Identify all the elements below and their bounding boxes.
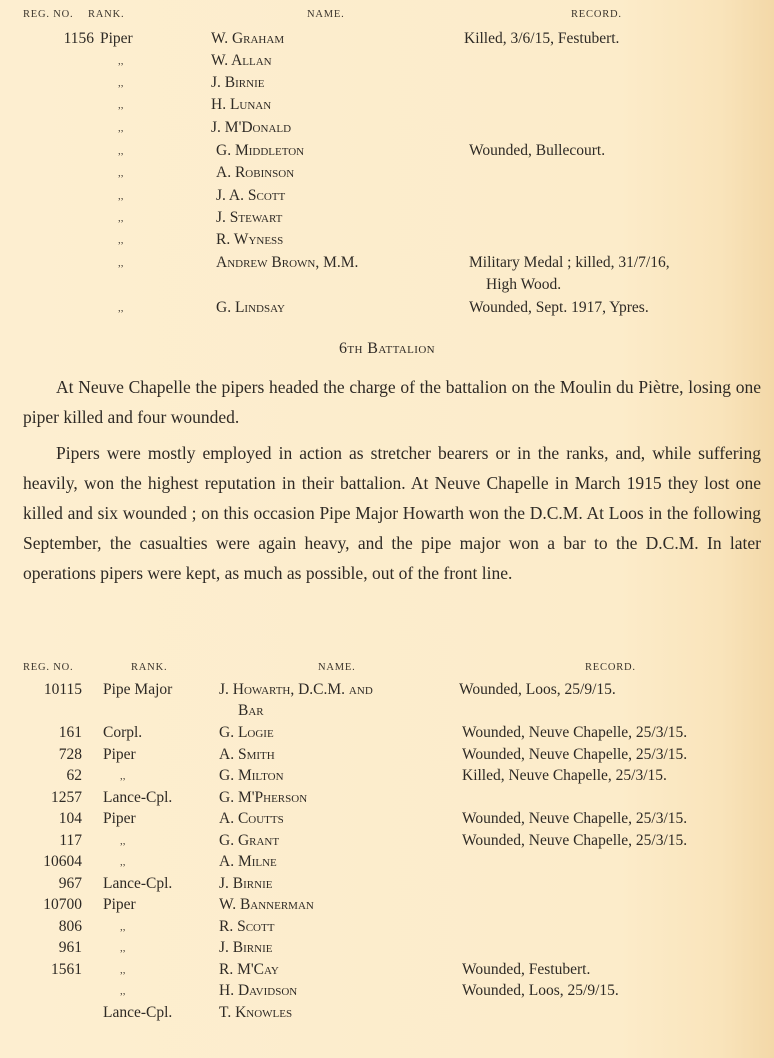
name: H. Lunan (211, 96, 272, 113)
rank-ditto: ,, (118, 257, 124, 269)
rank-ditto: ,, (118, 55, 124, 67)
table1-header-reg-no: REG. NO. (23, 9, 74, 20)
reg-no: 1561 (51, 961, 82, 978)
rank-ditto: ,, (118, 77, 124, 89)
record: Wounded, Neuve Chapelle, 25/3/15. (462, 746, 688, 763)
rank-ditto: ,, (120, 835, 126, 847)
rank-ditto: ,, (120, 964, 126, 976)
rank-ditto: ,, (118, 167, 124, 179)
rank-ditto: ,, (118, 234, 124, 246)
name: A. Coutts (219, 810, 284, 827)
paragraph-text: Pipers were mostly employed in action as stretcher bearers or in the ranks, and, while suffering heavily, won the highest reputation in their battalion. At Neuve Chapelle in March 1915 they lost one killed and six wounded ; on this occasion Pipe Major Howarth won the D.C.M. At Loos in the following September, the casualties were again heavy, and the pipe major won a bar to the D.C.M. In later operations pipers were kept, as much as possible, out of the front line. (23, 443, 761, 583)
name: T. Knowles (219, 1004, 293, 1021)
reg-no: 967 (58, 875, 82, 892)
record: Wounded, Festubert. (462, 961, 591, 978)
name: G. M'Pherson (219, 789, 308, 806)
paragraph (23, 438, 761, 588)
reg-no: 104 (58, 810, 82, 827)
name: J. Birnie (219, 875, 273, 892)
name: Andrew Brown, M.M. (216, 254, 359, 271)
name: J. Birnie (219, 939, 273, 956)
name-continuation: Bar (238, 702, 264, 719)
name: G. Grant (219, 832, 280, 849)
rank: Piper (103, 896, 136, 913)
rank: Lance-Cpl. (103, 875, 173, 892)
rank: Piper (103, 810, 136, 827)
name: W. Allan (211, 52, 272, 69)
rank-ditto: ,, (118, 122, 124, 134)
reg-no: 1156 (63, 30, 94, 47)
table2-header-record: RECORD. (585, 662, 636, 673)
name: A. Smith (219, 746, 275, 763)
name: G. Lindsay (216, 299, 285, 316)
name: W. Graham (211, 30, 285, 47)
name: R. Scott (219, 918, 275, 935)
rank-ditto: ,, (118, 212, 124, 224)
rank-ditto: ,, (118, 145, 124, 157)
rank-ditto: ,, (118, 190, 124, 202)
paragraph (23, 372, 761, 432)
name: H. Davidson (219, 982, 298, 999)
rank: Corpl. (103, 724, 143, 741)
table2-header-rank: RANK. (131, 662, 168, 673)
reg-no: 10115 (43, 681, 82, 698)
table1-header-record: RECORD. (571, 9, 622, 20)
name: R. M'Cay (219, 961, 279, 978)
name: G. Middleton (216, 142, 305, 159)
rank-ditto: ,, (120, 921, 126, 933)
name: J. Birnie (211, 74, 265, 91)
record: Wounded, Neuve Chapelle, 25/3/15. (462, 724, 688, 741)
record: Wounded, Loos, 25/9/15. (462, 982, 619, 999)
rank: Lance-Cpl. (103, 789, 173, 806)
record: Wounded, Loos, 25/9/15. (459, 681, 616, 698)
rank: Lance-Cpl. (103, 1004, 173, 1021)
reg-no: 806 (58, 918, 82, 935)
table1-header-rank: RANK. (88, 9, 125, 20)
record: Wounded, Sept. 1917, Ypres. (469, 299, 649, 316)
record: Military Medal ; killed, 31/7/16, (469, 254, 670, 271)
record: Killed, Neuve Chapelle, 25/3/15. (462, 767, 667, 784)
table2-header-name: NAME. (318, 662, 356, 673)
table2-header-reg-no: REG. NO. (23, 662, 74, 673)
record: Killed, 3/6/15, Festubert. (464, 30, 620, 47)
rank: Piper (100, 30, 133, 47)
name: J. Stewart (216, 209, 283, 226)
rank-ditto: ,, (120, 942, 126, 954)
paragraph-text: At Neuve Chapelle the pipers headed the charge of the battalion on the Moulin du Piètre, losing one piper killed and four wounded. (23, 377, 761, 427)
rank-ditto: ,, (118, 302, 124, 314)
rank-ditto: ,, (118, 99, 124, 111)
name: G. Milton (219, 767, 284, 784)
reg-no: 161 (58, 724, 82, 741)
reg-no: 961 (58, 939, 82, 956)
reg-no: 117 (59, 832, 82, 849)
reg-no: 728 (58, 746, 82, 763)
name: J. Howarth, D.C.M. and (219, 681, 373, 698)
name: R. Wyness (216, 231, 284, 248)
record-continuation: High Wood. (486, 276, 562, 293)
record: Wounded, Neuve Chapelle, 25/3/15. (462, 832, 688, 849)
record: Wounded, Bullecourt. (469, 142, 606, 159)
name: J. A. Scott (216, 187, 286, 204)
reg-no: 10604 (43, 853, 82, 870)
reg-no: 10700 (43, 896, 82, 913)
reg-no: 62 (66, 767, 82, 784)
reg-no: 1257 (51, 789, 82, 806)
rank: Pipe Major (103, 681, 173, 698)
table1-header-name: NAME. (307, 9, 345, 20)
record: Wounded, Neuve Chapelle, 25/3/15. (462, 810, 688, 827)
section-title: 6th Battalion (338, 340, 436, 357)
rank-ditto: ,, (120, 856, 126, 868)
name: G. Logie (219, 724, 274, 741)
rank-ditto: ,, (120, 770, 126, 782)
name: J. M'Donald (211, 119, 292, 136)
name: W. Bannerman (219, 896, 314, 913)
name: A. Milne (219, 853, 277, 870)
rank-ditto: ,, (120, 985, 126, 997)
rank: Piper (103, 746, 136, 763)
name: A. Robinson (216, 164, 295, 181)
